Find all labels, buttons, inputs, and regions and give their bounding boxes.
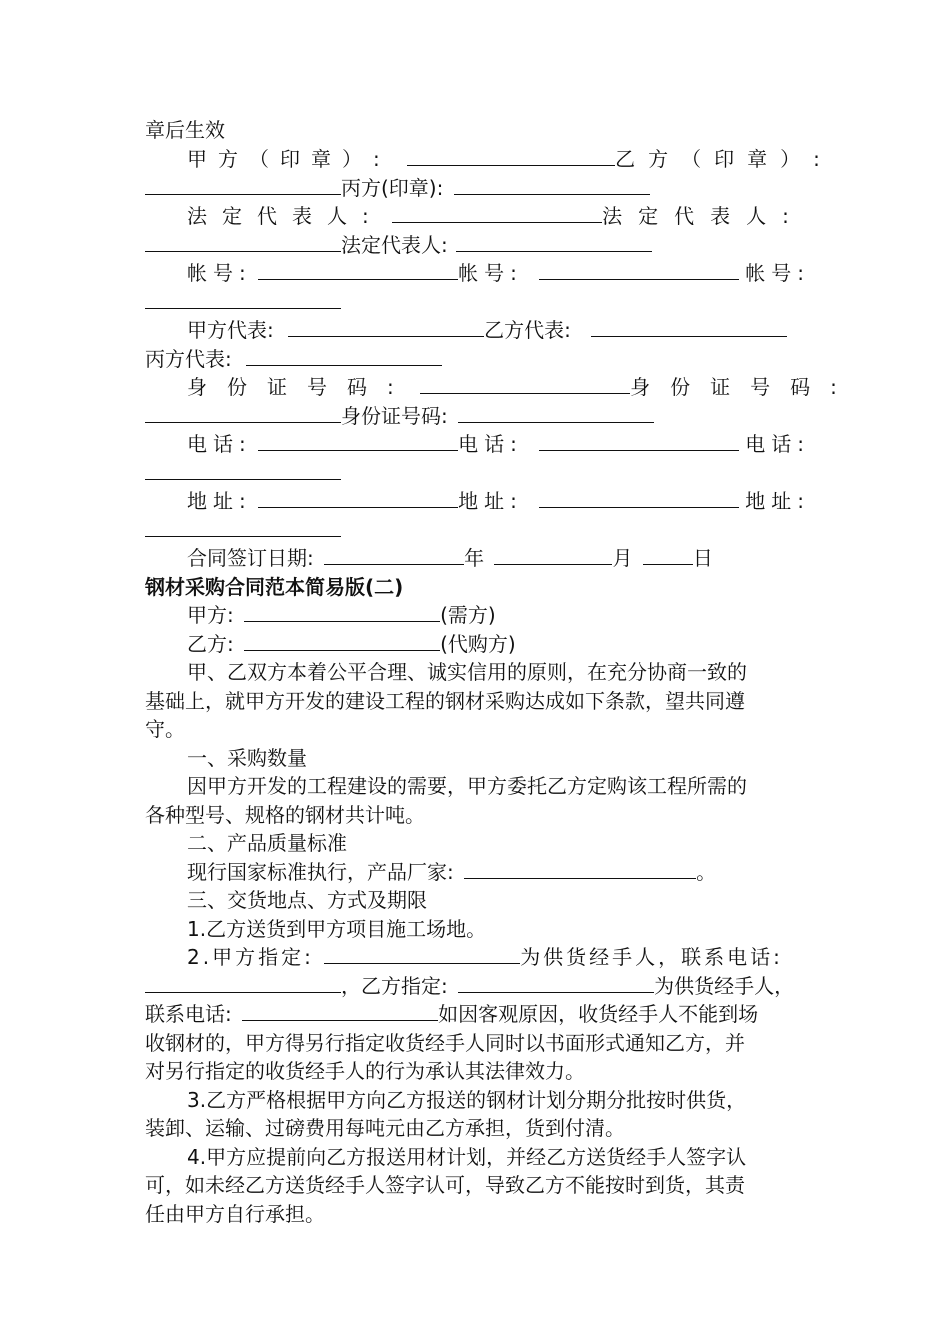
blank-line [244, 630, 440, 651]
account-label: 帐号: [458, 261, 523, 285]
signature-seal-line [145, 145, 833, 174]
blank-line [324, 943, 520, 964]
blank-line [145, 972, 341, 993]
paragraph-line [145, 658, 815, 687]
id-number-line-2 [145, 402, 815, 431]
address-line [145, 487, 815, 516]
section-title [145, 573, 815, 602]
legal-rep-label: 法定代表人: [602, 204, 805, 228]
paragraph-line [145, 1200, 815, 1229]
blank-line [258, 259, 458, 280]
legal-rep-line [145, 202, 815, 231]
blank-line [288, 316, 484, 337]
phone-line-2 [145, 459, 815, 488]
paragraph-line [145, 772, 815, 801]
line-text: 3.乙方严格根据甲方向乙方报送的钢材计划分期分批按时供货， [187, 1088, 747, 1112]
line-text: 收钢材的，甲方得另行指定收货经手人同时以书面形式通知乙方，并 [145, 1031, 745, 1055]
blank-line [145, 402, 341, 423]
year-label: 年 [464, 546, 485, 570]
account-line-2 [145, 288, 815, 317]
paragraph-line [145, 687, 815, 716]
paragraph-line [145, 1057, 815, 1086]
id-number-label: 身份证号码: [187, 375, 414, 399]
line-text: 2.甲方指定: [187, 945, 314, 969]
blank-line [458, 972, 654, 993]
blank-line [145, 231, 341, 252]
line-text: ，乙方指定: [341, 974, 448, 998]
blank-line [458, 402, 654, 423]
line-text: 各种型号、规格的钢材共计吨。 [145, 803, 425, 827]
line-text: 对另行指定的收货经手人的行为承认其法律效力。 [145, 1059, 585, 1083]
phone-line [145, 430, 815, 459]
line-text: 章后生效 [145, 118, 225, 142]
paragraph-line [145, 1029, 815, 1058]
sign-date-label: 合同签订日期: [187, 546, 314, 570]
party-b-seal-label: 乙方（印章）: [615, 147, 833, 171]
blank-line [464, 858, 696, 879]
paragraph-line [145, 1143, 815, 1172]
party-b-line [145, 630, 815, 659]
id-number-line [145, 373, 857, 402]
blank-line [246, 345, 442, 366]
account-label: 帐号: [187, 261, 252, 285]
sign-date-line [145, 544, 815, 573]
party-b-label: 乙方: [187, 632, 234, 656]
phone-label: 电话: [187, 432, 252, 456]
blank-line [494, 544, 612, 565]
blank-line [591, 316, 787, 337]
paragraph-line [145, 801, 815, 830]
party-c-rep-label: 丙方代表: [145, 347, 232, 371]
paragraph-line [145, 858, 815, 887]
party-c-seal-label: 丙方(印章): [341, 176, 444, 200]
representative-line-2 [145, 345, 815, 374]
paragraph-line [145, 972, 815, 1001]
blank-line [539, 259, 739, 280]
line-text: 因甲方开发的工程建设的需要，甲方委托乙方定购该工程所需的 [187, 774, 747, 798]
address-label: 地址: [745, 489, 810, 513]
paragraph-line [145, 1114, 815, 1143]
line-text: 4.甲方应提前向乙方报送用材计划，并经乙方送货经手人签字认 [187, 1145, 747, 1169]
party-a-line [145, 601, 815, 630]
party-b-rep-label: 乙方代表: [484, 318, 571, 342]
paragraph-line [145, 715, 815, 744]
party-a-role: (需方) [440, 603, 496, 627]
signature-seal-line-2 [145, 174, 815, 203]
blank-line [456, 231, 652, 252]
blank-line [244, 601, 440, 622]
party-a-label: 甲方: [187, 603, 234, 627]
line-text: 基础上，就甲方开发的建设工程的钢材采购达成如下条款，望共同遵 [145, 689, 745, 713]
paragraph-line [145, 943, 815, 972]
day-label: 日 [692, 546, 713, 570]
paragraph-line [145, 1000, 815, 1029]
blank-line [643, 544, 693, 565]
blank-line [242, 1000, 438, 1021]
text-line [145, 116, 815, 145]
line-text: 甲、乙双方本着公平合理、诚实信用的原则，在充分协商一致的 [187, 660, 747, 684]
party-b-role: (代购方) [440, 632, 516, 656]
heading-text: 三、交货地点、方式及期限 [187, 888, 427, 912]
line-text: 为供货经手人， [654, 974, 795, 998]
account-label: 帐号: [745, 261, 810, 285]
blank-line [454, 174, 650, 195]
blank-line [392, 202, 602, 223]
heading-text: 二、产品质量标准 [187, 831, 347, 855]
line-text: 装卸、运输、过磅费用每吨元由乙方承担，货到付清。 [145, 1116, 625, 1140]
section-heading [145, 744, 815, 773]
line-text: 。 [696, 860, 717, 884]
section-heading [145, 886, 815, 915]
line-text: 任由甲方自行承担。 [145, 1202, 325, 1226]
phone-label: 电话: [745, 432, 810, 456]
id-number-label: 身份证号码: [341, 404, 448, 428]
id-number-label: 身份证号码: [630, 375, 857, 399]
section-heading [145, 829, 815, 858]
blank-line [539, 430, 739, 451]
party-a-rep-label: 甲方代表: [187, 318, 274, 342]
line-text: 为供货经手人，联系电话: [520, 945, 783, 969]
blank-line [145, 288, 341, 309]
party-a-seal-label: 甲方（印章）: [187, 147, 391, 171]
legal-rep-label: 法定代表人: [187, 204, 384, 228]
paragraph-line [145, 915, 815, 944]
line-text: 可，如未经乙方送货经手人签字认可，导致乙方不能按时到货，其责 [145, 1173, 745, 1197]
legal-rep-line-2 [145, 231, 815, 260]
paragraph-line [145, 1086, 815, 1115]
month-label: 月 [612, 546, 633, 570]
paragraph-line [145, 1171, 815, 1200]
blank-line [145, 459, 341, 480]
account-line [145, 259, 815, 288]
legal-rep-label: 法定代表人: [341, 233, 448, 257]
blank-line [258, 487, 458, 508]
line-text: 现行国家标准执行，产品厂家: [187, 860, 454, 884]
line-text: 如因客观原因，收货经手人不能到场 [438, 1002, 759, 1026]
address-label: 地址: [458, 489, 523, 513]
blank-line [258, 430, 458, 451]
blank-line [420, 373, 630, 394]
blank-line [539, 487, 739, 508]
phone-label: 电话: [458, 432, 523, 456]
blank-line [145, 516, 341, 537]
line-text: 1.乙方送货到甲方项目施工场地。 [187, 917, 487, 941]
line-text: 守。 [145, 717, 185, 741]
address-label: 地址: [187, 489, 252, 513]
address-line-2 [145, 516, 815, 545]
representative-line [145, 316, 815, 345]
heading-text: 一、采购数量 [187, 746, 307, 770]
title-text: 钢材采购合同范本简易版(二) [145, 575, 404, 599]
blank-line [324, 544, 464, 565]
blank-line [145, 174, 341, 195]
blank-line [407, 145, 615, 166]
line-text: 联系电话: [145, 1002, 232, 1026]
